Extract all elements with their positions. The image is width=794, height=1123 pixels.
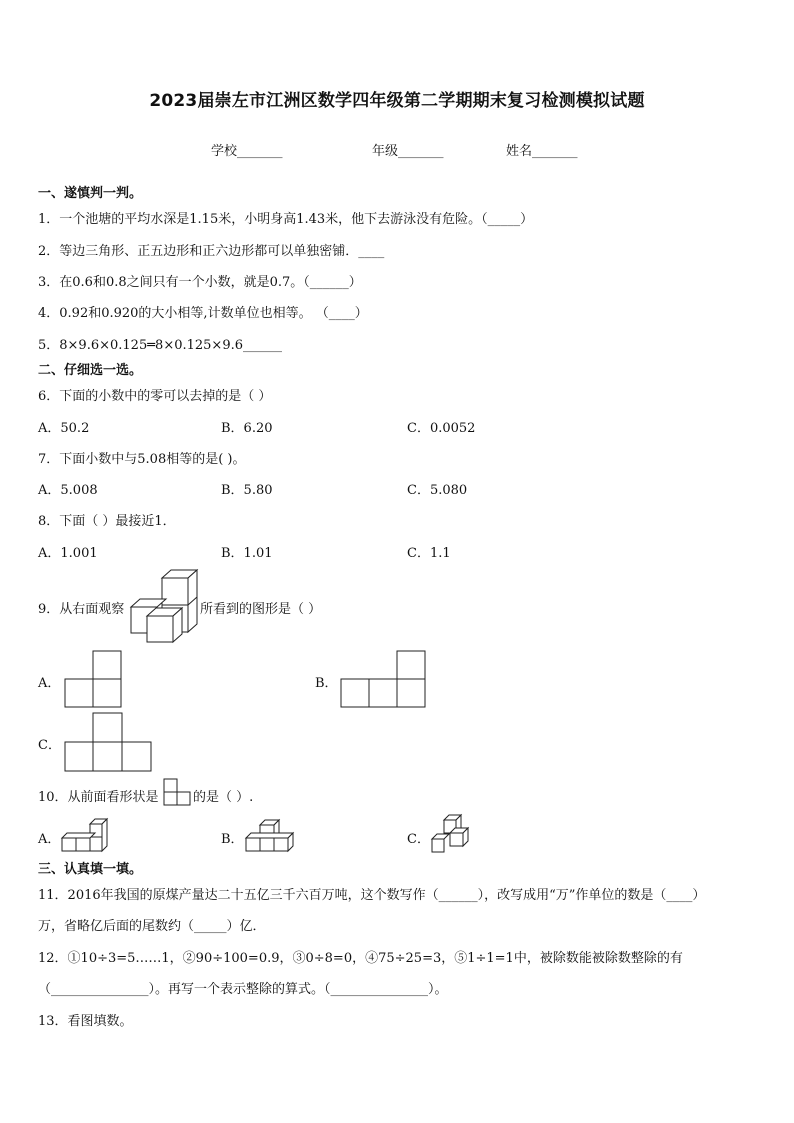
q10-option-c: C． [407, 832, 430, 847]
question-7: 7．下面小数中与5.08相等的是( )。 [38, 452, 246, 467]
q9-option-a: A． [38, 676, 61, 691]
question-11-line-1: 11．2016年我国的原煤产量达二十五亿三千六百万吨，这个数写作（______），改写成用“万”作单位的数是（____） [38, 888, 706, 903]
question-6: 6．下面的小数中的零可以去掉的是（ ） [38, 389, 272, 404]
q10-front-view-figure [163, 778, 193, 808]
q9-option-b-figure [340, 650, 430, 710]
question-2: 2．等边三角形、正五边形和正六边形都可以单独密铺．____ [38, 244, 385, 259]
question-12-line-1: 12．①10÷3=5……1，②90÷100=0.9，③0÷8=0，④75÷25=3，⑤1÷1=1中，被除数能被除数整除的有 [38, 951, 683, 966]
q6-option-c: C．0.0052 [407, 421, 476, 436]
school-field: 学校_______ [211, 144, 283, 159]
grade-field: 年级_______ [372, 144, 444, 159]
question-3: 3．在0.6和0.8之间只有一个小数，就是0.7。（______） [38, 275, 362, 290]
q10-text-pre: 10．从前面看形状是 [38, 790, 159, 805]
q9-cube-stack-figure [130, 569, 200, 645]
q8-option-b: B．1.01 [221, 546, 273, 561]
q10-text-post: 的是（ ）. [193, 790, 254, 805]
q10-option-b-figure [245, 816, 295, 852]
page-title: 2023届崇左市江洲区数学四年级第二学期期末复习检测模拟试题 [149, 91, 645, 111]
q10-option-a: A． [38, 832, 61, 847]
q9-option-b: B． [315, 676, 338, 691]
q9-text-post: 所看到的图形是（ ） [200, 602, 322, 617]
q6-option-a: A．50.2 [38, 421, 90, 436]
question-1: 1．一个池塘的平均水深是1.15米，小明身高1.43米，他下去游泳没有危险。（_____） [38, 212, 534, 227]
name-field: 姓名_______ [506, 144, 578, 159]
question-5: 5．8×9.6×0.125═8×0.125×9.6______ [38, 338, 282, 353]
q6-option-b: B．6.20 [221, 421, 273, 436]
q9-option-c-figure [64, 712, 154, 774]
section-heading-choose: 二、仔细选一选。 [38, 363, 143, 378]
question-4: 4．0.92和0.920的大小相等,计数单位也相等。 （____） [38, 306, 368, 321]
question-8: 8．下面（ ）最接近1． [38, 514, 176, 529]
q9-option-a-figure [64, 650, 124, 710]
question-12-line-2: （_______________）。再写一个表示整除的算式。（_______________）。 [38, 982, 448, 997]
q9-option-c: C． [38, 738, 61, 753]
q7-option-b: B．5.80 [221, 483, 273, 498]
q7-option-c: C．5.080 [407, 483, 468, 498]
q8-option-a: A．1.001 [38, 546, 98, 561]
q9-text-pre: 9．从右面观察 [38, 602, 125, 617]
section-heading-fill: 三、认真填一填。 [38, 862, 143, 877]
q10-option-b: B． [221, 832, 244, 847]
q7-option-a: A．5.008 [38, 483, 98, 498]
q10-option-a-figure [61, 816, 111, 852]
question-13: 13．看图填数。 [38, 1014, 133, 1029]
q8-option-c: C．1.1 [407, 546, 451, 561]
question-11-line-2: 万，省略亿后面的尾数约（_____）亿． [38, 919, 266, 934]
q10-option-c-figure [430, 814, 474, 854]
section-heading-judge: 一、遂慎判一判。 [38, 186, 143, 201]
